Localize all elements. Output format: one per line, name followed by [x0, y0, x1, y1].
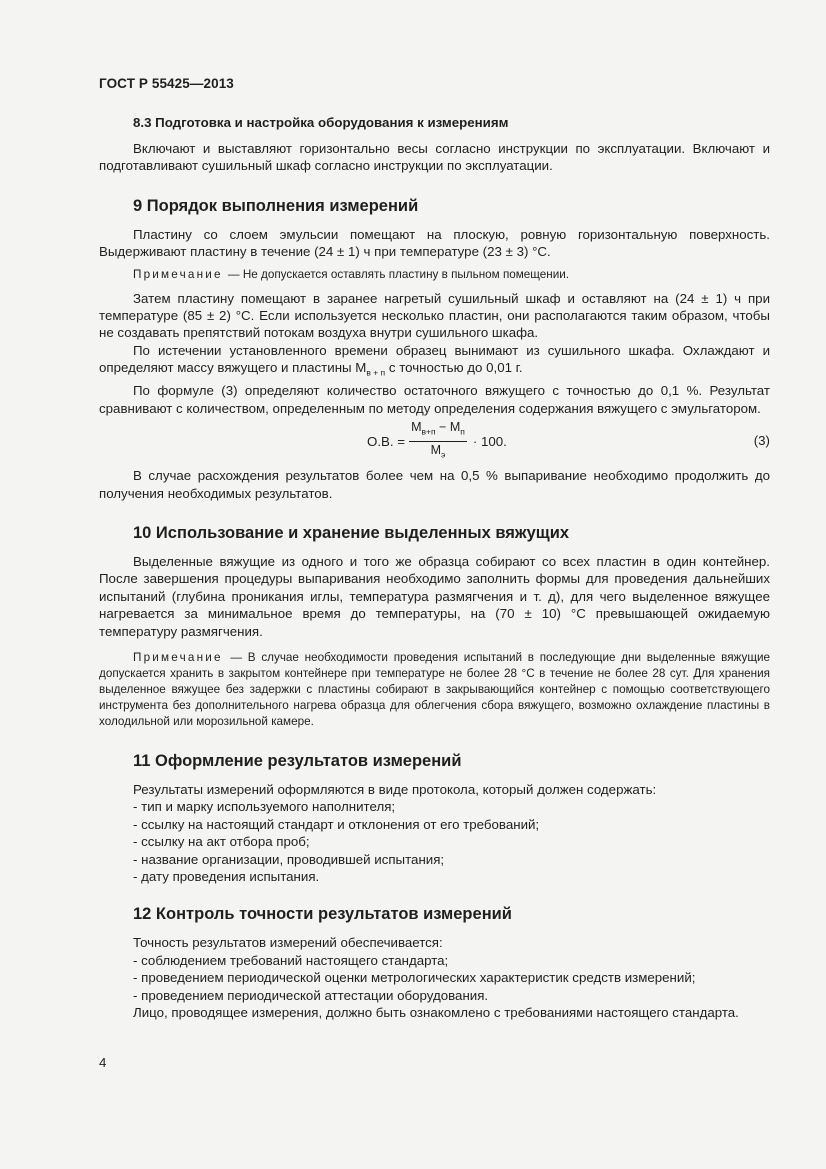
note-text: — В случае необходимости проведения испытаний в последующие дни выделенные вяжущие допускается хранить в закрытом контейнере при температуре не более 28 °С в течение не более 28 сут. Для хранения выделенное вяжущее без задержки с пластины собирают в закрывающийся контейнер с помощью соответствующего инструмента без дополнительного нагрева образца для облегчения сбора вяжущего, возможно охлаждение пластины в холодильной или морозильной камере.: [99, 650, 770, 728]
section-title-11: 11 Оформление результатов измерений: [133, 751, 462, 770]
subsection-title-8-3: 8.3 Подготовка и настройка оборудования к измерениям: [133, 115, 509, 130]
formula-3: [99, 421, 770, 461]
fraction-denominator: $M_э$: [430, 442, 446, 460]
list-item: - дату проведения испытания.: [133, 869, 320, 884]
section-title-9: 9 Порядок выполнения измерений: [133, 196, 419, 215]
paragraph: Пластину со слоем эмульсии помещают на плоскую, ровную горизонтальную поверхность. Выдерживают пластину в течение (24 ± 1) ч при температуре (23 ± 3) °С.: [99, 226, 770, 260]
paragraph: Затем пластину помещают в заранее нагретый сушильный шкаф и оставляют на (24 ± 1) ч при температуре (85 ± 2) °С. Если используется несколько пластин, они располагаются таким образом, чтобы не создавать препятствий потокам воздуха внутри сушильного шкафа.: [99, 290, 770, 341]
formula-lhs: О.В. =: [367, 433, 406, 449]
page-number: 4: [99, 1055, 107, 1070]
note: [99, 650, 770, 730]
list-item: - тип и марку используемого наполнителя;: [133, 799, 396, 815]
formula-number: (3): [753, 433, 770, 449]
paragraph: Включают и выставляют горизонтально весы согласно инструкции по эксплуатации. Включают и подготавливают сушильный шкаф согласно инструкции по эксплуатации.: [99, 141, 770, 174]
list-item: - проведением периодической аттестации оборудования.: [133, 987, 489, 1003]
accuracy-list: [99, 952, 770, 1004]
note-label: Примечание: [133, 650, 223, 664]
list-item: - ссылку на акт отбора проб;: [133, 834, 310, 850]
section-title-12: 12 Контроль точности результатов измерений: [133, 905, 512, 924]
paragraph: В случае расхождения результатов более чем на 0,5 % выпаривание необходимо продолжить до получения необходимых результатов.: [99, 468, 770, 501]
formula-fraction: [409, 420, 467, 462]
list-item: - ссылку на настоящий стандарт и отклонения от его требований;: [133, 816, 540, 832]
paragraph: Точность результатов измерений обеспечивается:: [133, 935, 443, 951]
paragraph: По истечении установленного времени образец вынимают из сушильного шкафа. Охлаждают и определяют массу вяжущего и пластины $M_{в + п}$ с точностью до 0,01 г.: [99, 342, 770, 378]
paragraph: По формуле (3) определяют количество остаточного вяжущего с точностью до 0,1 %. Результат сравнивают с количеством, определенным по методу определения содержания вяжущего с эмульгатором.: [99, 383, 770, 416]
document-code: ГОСТ Р 55425—2013: [99, 76, 234, 91]
list-item: - соблюдением требований настоящего стандарта;: [133, 952, 449, 968]
formula-tail: · 100.: [472, 433, 507, 449]
list-item: - проведением периодической оценки метрологических характеристик средств измерений;: [133, 970, 696, 986]
note-text: — Не допускается оставлять пластину в пыльном помещении.: [224, 267, 570, 281]
paragraph: Выделенные вяжущие из одного и того же образца собирают со всех пластин в один контейнер. После завершения процедуры выпаривания необходимо заполнить формы для проведения дальнейших испытаний (глубина проникания иглы, температура размягчения и т. д), для чего выделенное вяжущее нагревается за минимальное время до температуры, на (70 ± 10) °С превышающей ожидаемую температуру размягчения.: [99, 553, 770, 639]
note-label: Примечание: [133, 267, 223, 281]
paragraph: Лицо, проводящее измерения, должно быть ознакомлено с требованиями настоящего стандарта.: [133, 1005, 739, 1021]
result-requirements-list: [99, 798, 770, 885]
fraction-numerator: $M_{в+п} - M_п$: [409, 420, 467, 442]
list-item: - название организации, проводившей испытания;: [133, 851, 445, 867]
paragraph: Результаты измерений оформляются в виде протокола, который должен содержать:: [133, 781, 657, 797]
note: [99, 267, 770, 283]
section-title-10: 10 Использование и хранение выделенных вяжущих: [133, 523, 570, 542]
